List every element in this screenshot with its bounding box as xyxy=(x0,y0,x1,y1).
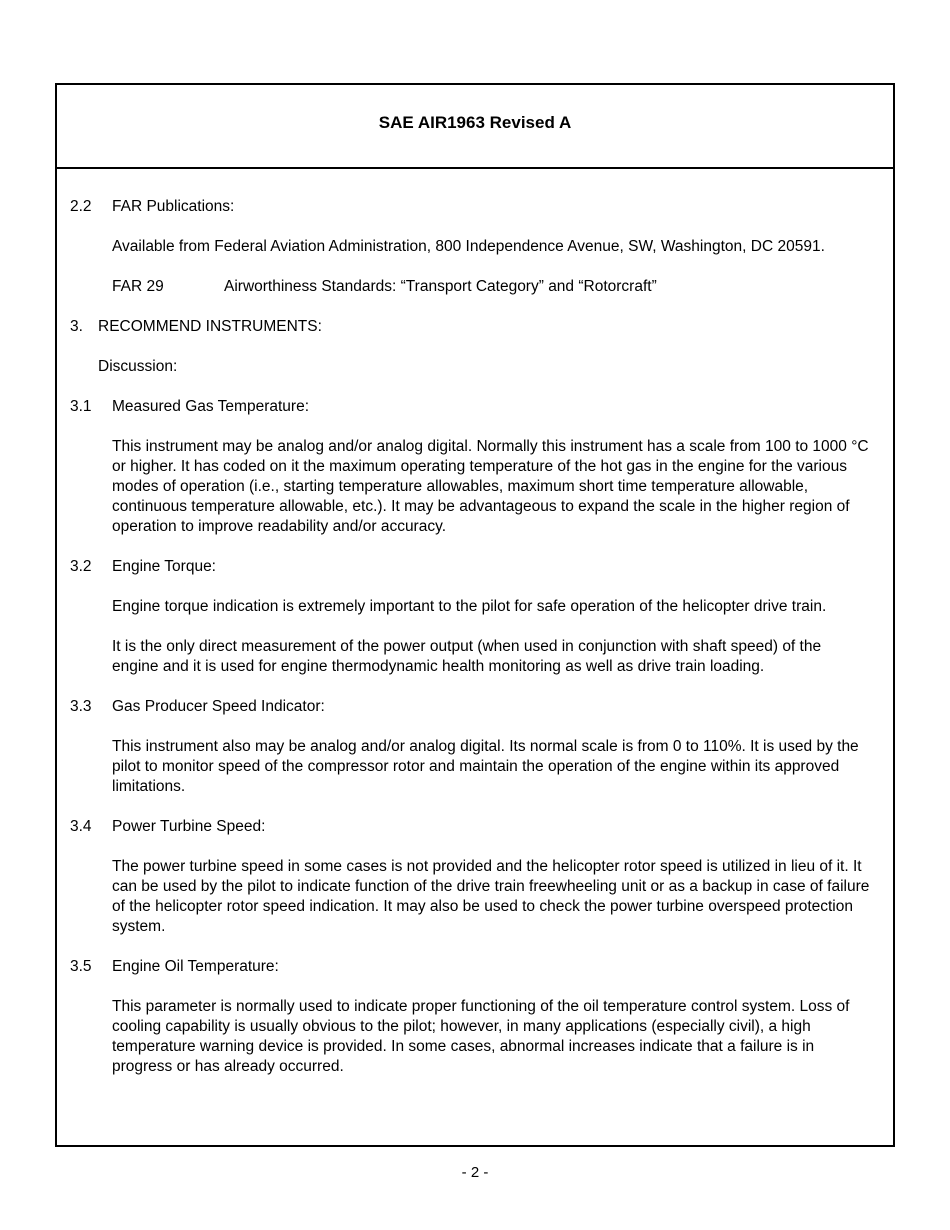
far-29-entry xyxy=(70,277,870,297)
document-header xyxy=(57,85,893,169)
document-title: SAE AIR1963 Revised A xyxy=(378,113,572,132)
section-number: 2.2 xyxy=(70,198,92,215)
section-number: 3.1 xyxy=(70,398,92,415)
section-number: 3.4 xyxy=(70,818,92,835)
section-heading: Engine Torque: xyxy=(112,558,216,575)
section-number: 3.2 xyxy=(70,558,92,575)
section-3-3-heading xyxy=(70,697,870,717)
section-3-5-paragraph: This parameter is normally used to indicate proper functioning of the oil temperature control system. Loss of cooling capability is usually obvious to the pilot; however, in many applications (especially civil), a high temperature warning device is provided. In some cases, abnormal increases indicate that a failure is in progress or has already occurred. xyxy=(112,998,850,1075)
section-2-2-paragraph: Available from Federal Aviation Administration, 800 Independence Avenue, SW, Washington, DC 20591. xyxy=(112,238,825,255)
section-3-heading xyxy=(70,317,870,337)
section-2-2-heading xyxy=(70,197,870,217)
document-body xyxy=(70,197,870,1077)
section-3-4-heading xyxy=(70,817,870,837)
section-number: 3.5 xyxy=(70,958,92,975)
section-3-2-paragraph-1: Engine torque indication is extremely important to the pilot for safe operation of the helicopter drive train. xyxy=(112,598,827,615)
section-number: 3. xyxy=(70,318,83,335)
page-number: - 2 - xyxy=(461,1164,489,1181)
section-heading: FAR Publications: xyxy=(112,198,235,215)
far-code: FAR 29 xyxy=(112,278,164,295)
section-heading: Measured Gas Temperature: xyxy=(112,398,310,415)
section-heading: Engine Oil Temperature: xyxy=(112,958,279,975)
section-heading: RECOMMEND INSTRUMENTS: xyxy=(98,318,322,335)
section-3-3-paragraph: This instrument also may be analog and/or analog digital. Its normal scale is from 0 to 110%. It is used by the pilot to monitor speed of the compressor rotor and maintain the operation of the engine within its approved limitations. xyxy=(112,738,859,795)
section-3-2-paragraph-2: It is the only direct measurement of the power output (when used in conjunction with shaft speed) of the engine and it is used for engine thermodynamic health monitoring as well as drive train loading. xyxy=(112,638,822,675)
discussion-label: Discussion: xyxy=(98,358,178,375)
section-number: 3.3 xyxy=(70,698,92,715)
section-heading: Gas Producer Speed Indicator: xyxy=(112,698,325,715)
section-3-2-heading xyxy=(70,557,870,577)
section-heading: Power Turbine Speed: xyxy=(112,818,266,835)
section-3-1-paragraph: This instrument may be analog and/or analog digital. Normally this instrument has a scale from 100 to 1000 °C or higher. It has coded on it the maximum operating temperature of the hot gas in the engine for the various modes of operation (i.e., starting temperature allowables, maximum short time temperature allowable, continuous temperature allowable, etc.). It may be advantageous to expand the scale in the higher region of operation to improve readability and/or accuracy. xyxy=(112,438,869,535)
section-3-5-heading xyxy=(70,957,870,977)
section-3-1-heading xyxy=(70,397,870,417)
far-description: Airworthiness Standards: “Transport Category” and “Rotorcraft” xyxy=(224,278,657,295)
section-3-4-paragraph: The power turbine speed in some cases is not provided and the helicopter rotor speed is utilized in lieu of it. It can be used by the pilot to indicate function of the drive train freewheeling unit or as a backup in case of failure of the helicopter rotor speed indication. It may also be used to check the power turbine overspeed protection system. xyxy=(112,858,870,935)
